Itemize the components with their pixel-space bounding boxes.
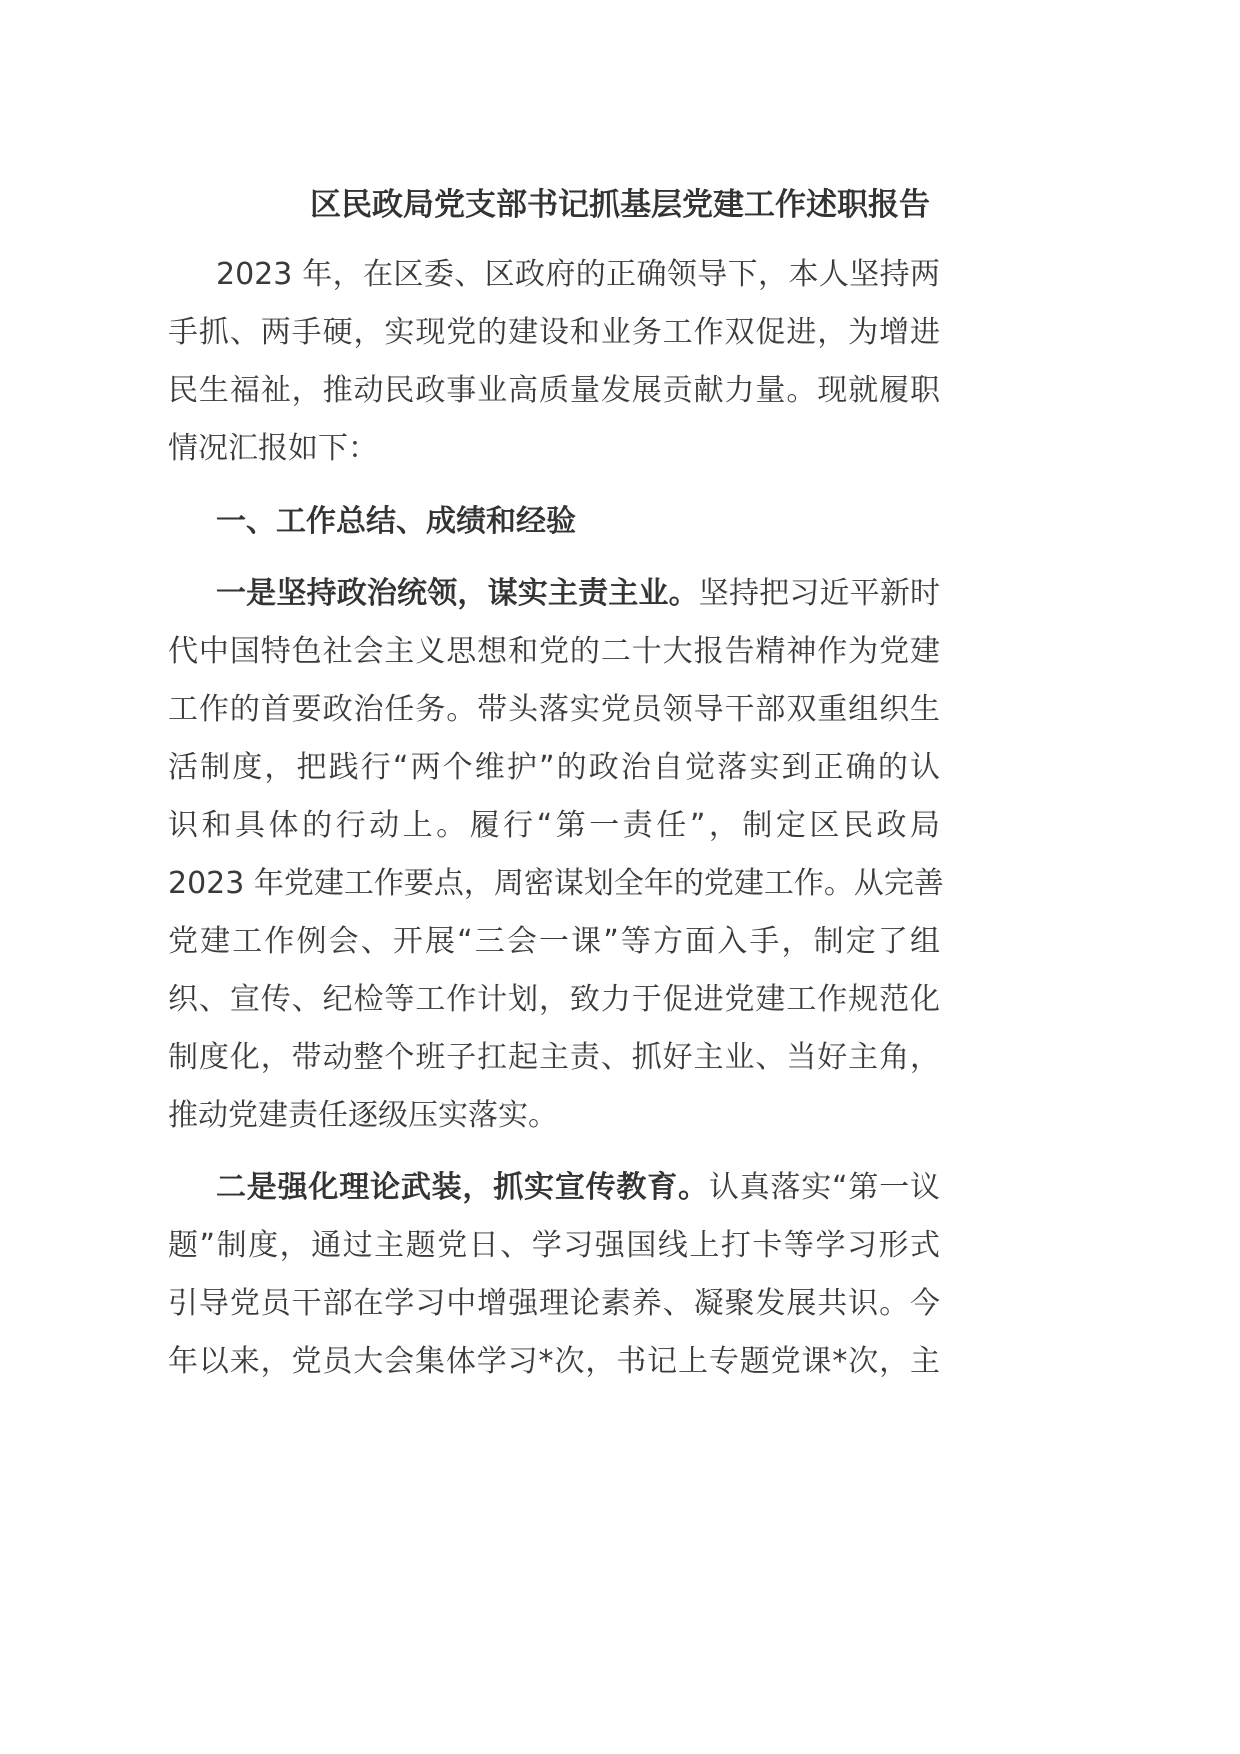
paragraph-line (216, 1159, 940, 1217)
body-text: 民生福祉，推动民政事业高质量发展贡献力量。现就履职 (168, 373, 940, 408)
body-text: 认真落实“第一议 (708, 1170, 941, 1205)
body-text: 2023 年党建工作要点，周密谋划全年的党建工作。从完善 (168, 866, 944, 901)
paragraph-line (168, 420, 940, 478)
paragraph-line (168, 623, 940, 681)
body-text: 识和具体的行动上。履行“第一责任”，制定区民政局 (168, 808, 940, 843)
paragraph-line (168, 681, 940, 739)
body-text: 2023 年，在区委、区政府的正确领导下，本人坚持两 (216, 257, 940, 292)
body-text: 年以来，党员大会集体学习*次，书记上专题党课*次，主 (168, 1344, 940, 1379)
paragraph-line (168, 1217, 940, 1275)
paragraph-line (168, 1275, 940, 1333)
paragraph-line (216, 565, 940, 623)
body-text: 推动党建责任逐级压实落实。 (168, 1098, 558, 1133)
paragraph-line (168, 855, 944, 913)
paragraph-line (168, 1029, 940, 1087)
paragraph-line (168, 971, 940, 1029)
paragraph-line (168, 1087, 940, 1145)
body-text: 制度化，带动整个班子扛起主责、抓好主业、当好主角， (168, 1040, 940, 1075)
body-text: 情况汇报如下： (168, 431, 378, 466)
paragraph-line (168, 362, 940, 420)
body-text: 代中国特色社会主义思想和党的二十大报告精神作为党建 (168, 634, 940, 669)
body-text: 织、宣传、纪检等工作计划，致力于促进党建工作规范化 (168, 982, 940, 1017)
bold-lead-text: 一是坚持政治统领，谋实主责主业。 (216, 576, 699, 611)
paragraph-line (216, 246, 940, 304)
paragraph-line (168, 797, 940, 855)
body-text: 活制度，把践行“两个维护”的政治自觉落实到正确的认 (168, 750, 940, 785)
document-title: 区民政局党支部书记抓基层党建工作述职报告 (310, 187, 930, 223)
body-text: 题”制度，通过主题党日、学习强国线上打卡等学习形式 (168, 1228, 940, 1263)
section-heading (216, 493, 940, 551)
bold-lead-text: 一、工作总结、成绩和经验 (216, 504, 576, 539)
paragraph-line (168, 739, 940, 797)
body-text: 手抓、两手硬，实现党的建设和业务工作双促进，为增进 (168, 315, 940, 350)
paragraph-line (168, 913, 940, 971)
paragraph-line (168, 304, 940, 362)
body-text: 工作的首要政治任务。带头落实党员领导干部双重组织生 (168, 692, 940, 727)
bold-lead-text: 二是强化理论武装，抓实宣传教育。 (216, 1170, 709, 1205)
body-text: 党建工作例会、开展“三会一课”等方面入手，制定了组 (168, 924, 940, 959)
paragraph-line (168, 1333, 940, 1391)
body-text: 引导党员干部在学习中增强理论素养、凝聚发展共识。今 (168, 1286, 940, 1321)
body-text: 坚持把习近平新时 (698, 576, 941, 611)
